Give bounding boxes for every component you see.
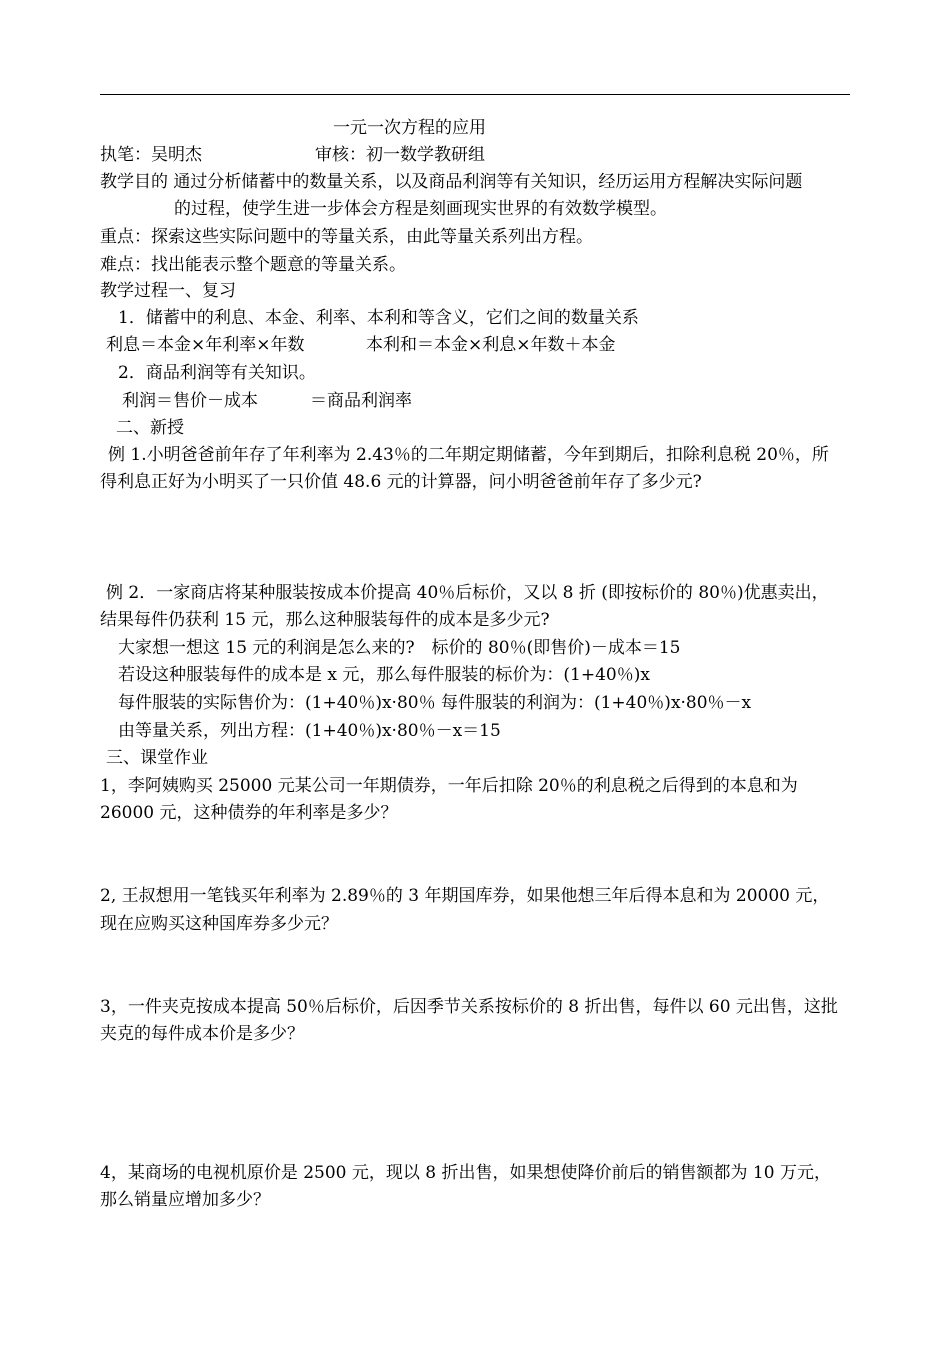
key-point: 重点：探索这些实际问题中的等量关系，由此等量关系列出方程。 [100,227,593,247]
formula-profit: 利润＝售价－成本 [122,391,258,411]
question-1-line-2: 26000 元，这种债券的年利率是多少？ [100,803,398,823]
review-item-2: 2．商品利润等有关知识。 [118,363,316,383]
example-2-line-3: 大家想一想这 15 元的利润是怎么来的? 标价的 80％(即售价)－成本＝15 [118,638,681,658]
reviewer-line: 审核：初一数学教研组 [315,145,485,165]
question-4-line-1: 4，某商场的电视机原价是 2500 元，现以 8 折出售，如果想使降价前后的销售额都为 10 万元， [100,1163,831,1183]
difficulty: 难点：找出能表示整个题意的等量关系。 [100,255,406,275]
question-2-line-2: 现在应购买这种国库券多少元？ [100,914,338,934]
new-lesson-heading: 二、新授 [116,418,184,438]
example-2-line-1: 例 2．一家商店将某种服装按成本价提高 40％后标价，又以 8 折 (即按标价的 80％)优惠卖出， [106,583,829,603]
author-line: 执笔：吴明杰 [100,145,202,165]
question-1-line-1: 1，李阿姨购买 25000 元某公司一年期债券，一年后扣除 20％的利息税之后得到的本息和为 [100,776,798,796]
example-2-line-4: 若设这种服装每件的成本是 x 元，那么每件服装的标价为：(1+40％)x [118,665,650,685]
question-4-line-2: 那么销量应增加多少？ [100,1190,270,1210]
example-2-line-2: 结果每件仍获利 15 元，那么这种服装每件的成本是多少元? [100,610,550,630]
homework-heading: 三、课堂作业 [106,748,208,768]
formula-profit-rate: ＝商品利润率 [310,391,412,411]
example-1-line-2: 得利息正好为小明买了一只价值 48.6 元的计算器，问小明爸爸前年存了多少元? [100,472,702,492]
header-rule [100,94,850,95]
question-3-line-1: 3，一件夹克按成本提高 50％后标价，后因季节关系按标价的 8 折出售，每件以 60 元出售，这批 [100,997,838,1017]
question-3-line-2: 夹克的每件成本价是多少？ [100,1024,304,1044]
formula-interest: 利息＝本金×年利率×年数 [106,335,305,355]
example-2-line-5: 每件服装的实际售价为：(1+40％)x·80％ 每件服装的利润为：(1+40％)x·80％－x [118,693,752,713]
question-2-line-1: 2, 王叔想用一笔钱买年利率为 2.89％的 3 年期国库券，如果他想三年后得本息和为 20000 元， [100,886,830,906]
formula-total: 本利和＝本金×利息×年数＋本金 [366,335,616,355]
example-2-line-6: 由等量关系，列出方程：(1+40％)x·80％－x＝15 [118,721,501,741]
objective-line-2: 的过程，使学生进一步体会方程是刻画现实世界的有效数学模型。 [174,199,667,219]
example-1-line-1: 例 1.小明爸爸前年存了年利率为 2.43％的二年期定期储蓄，今年到期后，扣除利息税 20％，所 [108,445,829,465]
review-item-1: 1．储蓄中的利息、本金、利率、本利和等含义，它们之间的数量关系 [118,308,639,328]
document-title: 一元一次方程的应用 [333,118,486,138]
process-heading: 教学过程一、复习 [100,281,236,301]
objective-line-1: 教学目的 通过分析储蓄中的数量关系，以及商品利润等有关知识，经历运用方程解决实际问题 [100,172,803,192]
